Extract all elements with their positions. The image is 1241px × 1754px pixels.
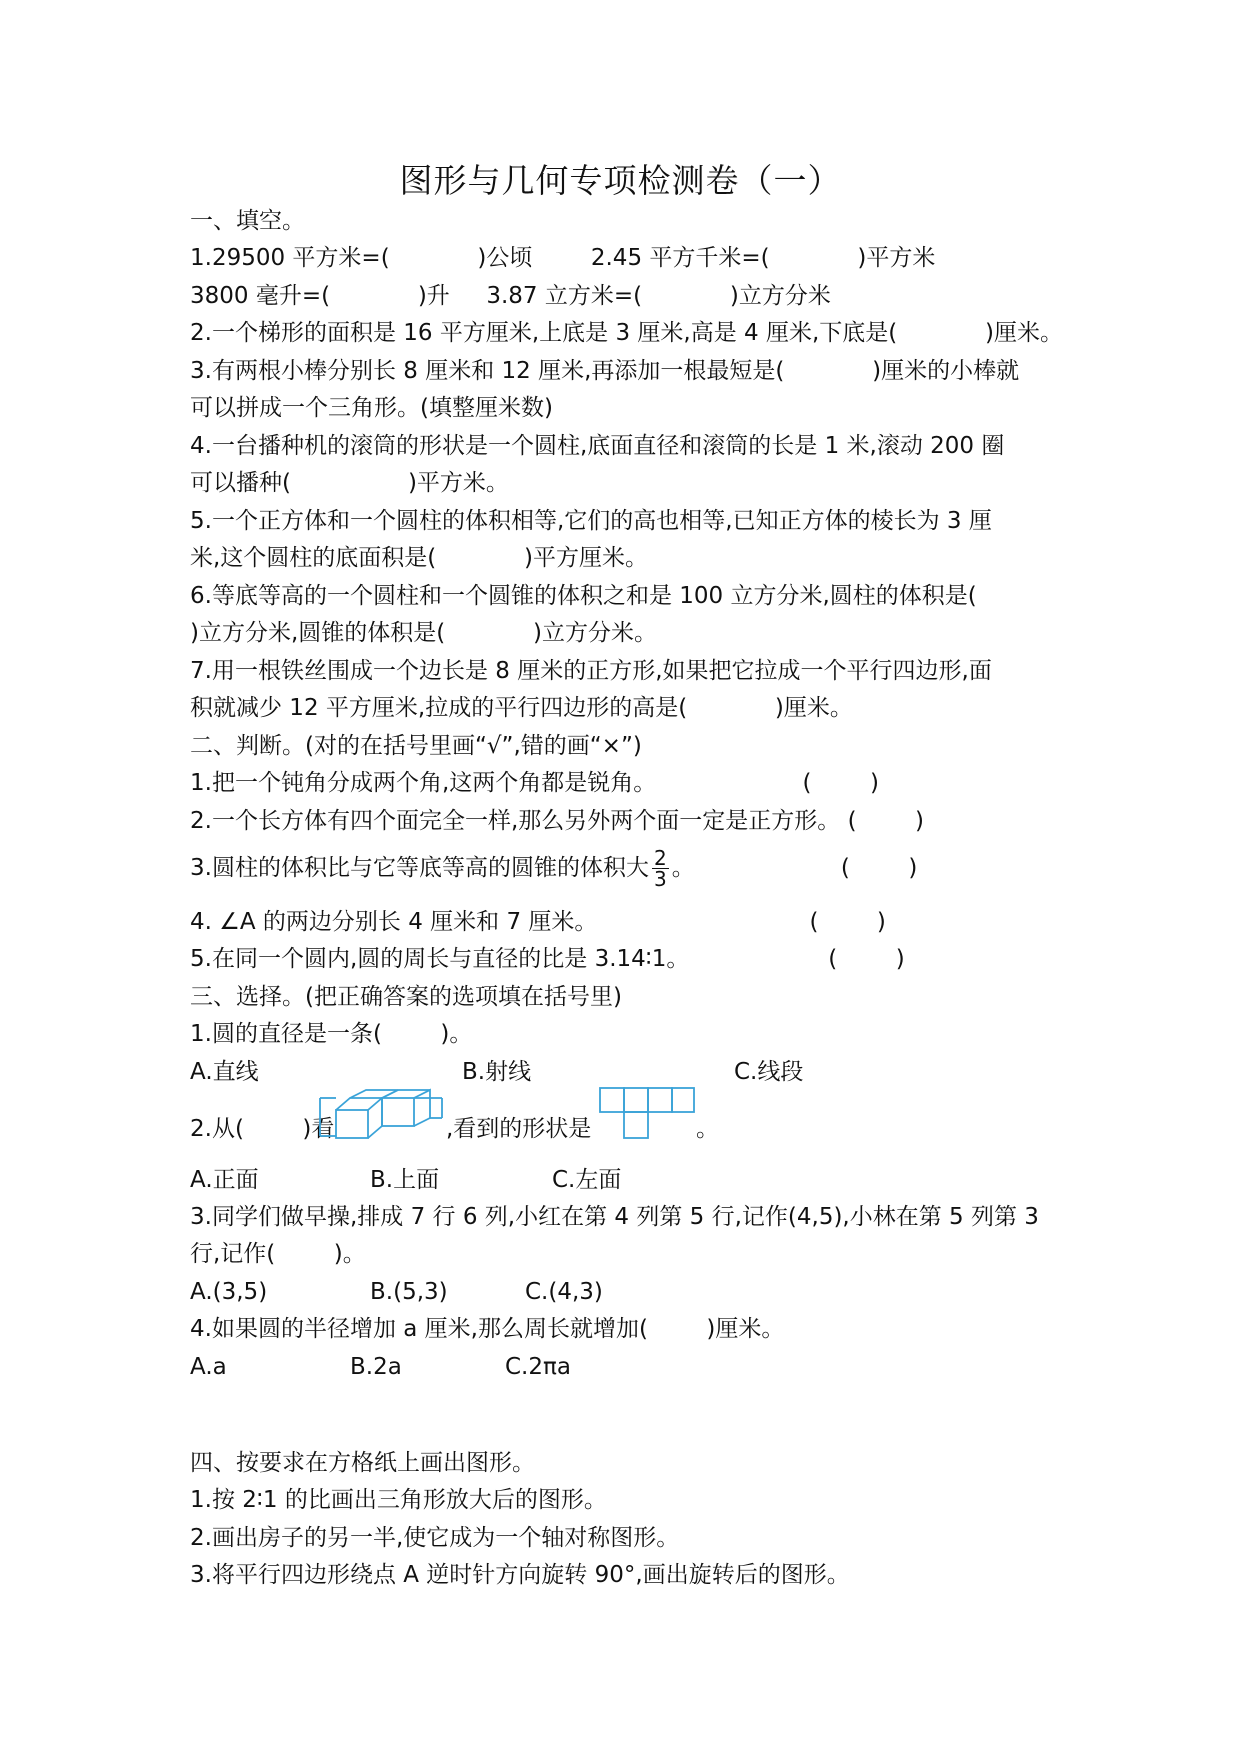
s1-line-11: )立方分米,圆锥的体积是( )立方分米。 xyxy=(190,620,657,646)
s3-q3-option-b: B.(5,3) xyxy=(370,1279,448,1305)
top-view-shape-figure xyxy=(598,1086,696,1140)
fraction-denominator: 3 xyxy=(653,867,667,891)
s3-q2-middle: ,看到的形状是 xyxy=(446,1116,592,1142)
s2-q3-answer: 。 ( ) xyxy=(671,855,918,881)
s1-line-12: 7.用一根铁丝围成一个边长是 8 厘米的正方形,如果把它拉成一个平行四边形,面 xyxy=(190,658,992,684)
s3-q1-option-c: C.线段 xyxy=(734,1059,804,1085)
s3-q4: 4.如果圆的半径增加 a 厘米,那么周长就增加( )厘米。 xyxy=(190,1316,785,1342)
fraction-numerator: 2 xyxy=(653,846,667,870)
s4-line-1: 1.按 2∶1 的比画出三角形放大后的图形。 xyxy=(190,1487,607,1513)
s1-line-13: 积就减少 12 平方厘米,拉成的平行四边形的高是( )厘米。 xyxy=(190,695,853,721)
page-title: 图形与几何专项检测卷（一） xyxy=(399,161,842,200)
section1-heading: 一、填空。 xyxy=(190,208,305,234)
s3-q2-prefix: 2.从( )看 xyxy=(190,1116,335,1142)
s2-q3 xyxy=(190,848,917,889)
s1-line-6: 4.一台播种机的滚筒的形状是一个圆柱,底面直径和滚筒的长是 1 米,滚动 200 圈 xyxy=(190,433,1005,459)
s3-q3-option-c: C.(4,3) xyxy=(525,1279,603,1305)
s4-line-2: 2.画出房子的另一半,使它成为一个轴对称图形。 xyxy=(190,1525,680,1551)
s3-q3-option-a: A.(3,5) xyxy=(190,1279,268,1305)
s3-q3-line-1: 3.同学们做早操,排成 7 行 6 列,小红在第 4 列第 5 行,记作(4,5),小林在第 5 列第 3 xyxy=(190,1204,1039,1230)
s1-line-7: 可以播种( )平方米。 xyxy=(190,470,509,496)
s1-line-9: 米,这个圆柱的底面积是( )平方厘米。 xyxy=(190,545,648,571)
s4-line-3: 3.将平行四边形绕点 A 逆时针方向旋转 90°,画出旋转后的图形。 xyxy=(190,1562,850,1588)
s2-q1: 1.把一个钝角分成两个角,这两个角都是锐角。 ( ) xyxy=(190,770,879,796)
s1-line-1: 1.29500 平方米=( )公顷 2.45 平方千米=( )平方米 xyxy=(190,245,936,271)
s1-line-5: 可以拼成一个三角形。(填整厘米数) xyxy=(190,395,553,421)
s2-q3-text: 3.圆柱的体积比与它等底等高的圆锥的体积大 xyxy=(190,855,649,881)
section4-heading: 四、按要求在方格纸上画出图形。 xyxy=(190,1450,535,1476)
s1-line-3: 2.一个梯形的面积是 16 平方厘米,上底是 3 厘米,高是 4 厘米,下底是( )厘米。 xyxy=(190,320,1063,346)
section3-heading: 三、选择。(把正确答案的选项填在括号里) xyxy=(190,984,622,1010)
s2-q2: 2.一个长方体有四个面完全一样,那么另外两个面一定是正方形。 ( ) xyxy=(190,808,925,834)
section2-heading: 二、判断。(对的在括号里画“√”,错的画“×”) xyxy=(190,733,642,759)
s1-line-10: 6.等底等高的一个圆柱和一个圆锥的体积之和是 100 立方分米,圆柱的体积是( xyxy=(190,583,977,609)
s3-q2-suffix: 。 xyxy=(696,1116,719,1142)
s3-q2-option-c: C.左面 xyxy=(552,1167,622,1193)
s2-q5: 5.在同一个圆内,圆的周长与直径的比是 3.14∶1。 ( ) xyxy=(190,946,905,972)
s1-line-4: 3.有两根小棒分别长 8 厘米和 12 厘米,再添加一根最短是( )厘米的小棒就 xyxy=(190,358,1020,384)
s1-line-8: 5.一个正方体和一个圆柱的体积相等,它们的高也相等,已知正方体的棱长为 3 厘 xyxy=(190,508,992,534)
s1-line-2: 3800 毫升=( )升 3.87 立方米=( )立方分米 xyxy=(190,283,831,309)
two-thirds-fraction xyxy=(652,848,669,889)
cube-stack-figure xyxy=(318,1088,444,1142)
s2-q4: 4. ∠A 的两边分别长 4 厘米和 7 厘米。 ( ) xyxy=(190,909,886,935)
s3-q1-option-b: B.射线 xyxy=(462,1059,532,1085)
s3-q1-option-a: A.直线 xyxy=(190,1059,259,1085)
s3-q4-option-a: A.a xyxy=(190,1354,227,1380)
s3-q4-option-c: C.2πa xyxy=(505,1354,571,1380)
s3-q3-line-2: 行,记作( )。 xyxy=(190,1241,366,1267)
s3-q2-option-a: A.正面 xyxy=(190,1167,259,1193)
s3-q2-option-b: B.上面 xyxy=(370,1167,440,1193)
s3-q1: 1.圆的直径是一条( )。 xyxy=(190,1021,473,1047)
s3-q4-option-b: B.2a xyxy=(350,1354,402,1380)
